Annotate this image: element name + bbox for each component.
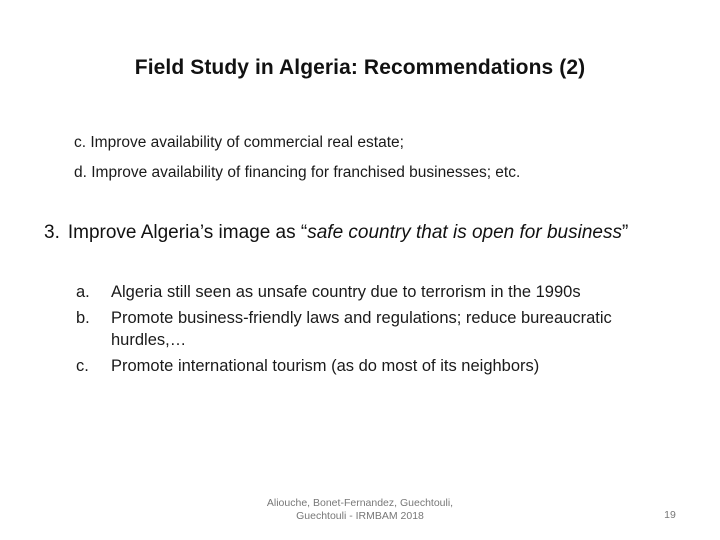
point-3-number: 3.: [44, 222, 60, 243]
list-item-text: Promote international tourism (as do most of its neighbors): [111, 357, 540, 375]
footer-line-2: Guechtouli - IRMBAM 2018: [296, 510, 424, 522]
point-3-items: [76, 281, 686, 381]
list-item-marker: a.: [76, 283, 90, 301]
footer-line-1: Aliouche, Bonet-Fernandez, Guechtouli,: [266, 497, 454, 509]
list-item: [76, 307, 686, 351]
point-3-heading: [44, 220, 664, 246]
page-number: 19: [664, 509, 676, 521]
sub-item-c: c. Improve availability of commercial real estate;: [74, 134, 404, 151]
point-3-lead: Improve Algeria’s image as “: [67, 222, 308, 243]
sub-recommendation-list: [74, 128, 520, 188]
sub-item-d: d. Improve availability of financing for franchised businesses; etc.: [74, 164, 521, 181]
slide-footer: [240, 497, 480, 523]
point-3-tail: ”: [621, 222, 629, 243]
list-item: [76, 355, 686, 377]
list-item-text: Promote business-friendly laws and regulations; reduce bureaucratic hurdles,…: [111, 309, 612, 349]
list-item: [76, 281, 686, 303]
slide-title: Field Study in Algeria: Recommendations (2): [134, 56, 586, 79]
list-item-text: Algeria still seen as unsafe country due to terrorism in the 1990s: [111, 283, 581, 301]
point-3-quote: safe country that is open for business: [307, 222, 622, 243]
list-item-marker: b.: [76, 309, 90, 327]
list-item-marker: c.: [76, 357, 89, 375]
